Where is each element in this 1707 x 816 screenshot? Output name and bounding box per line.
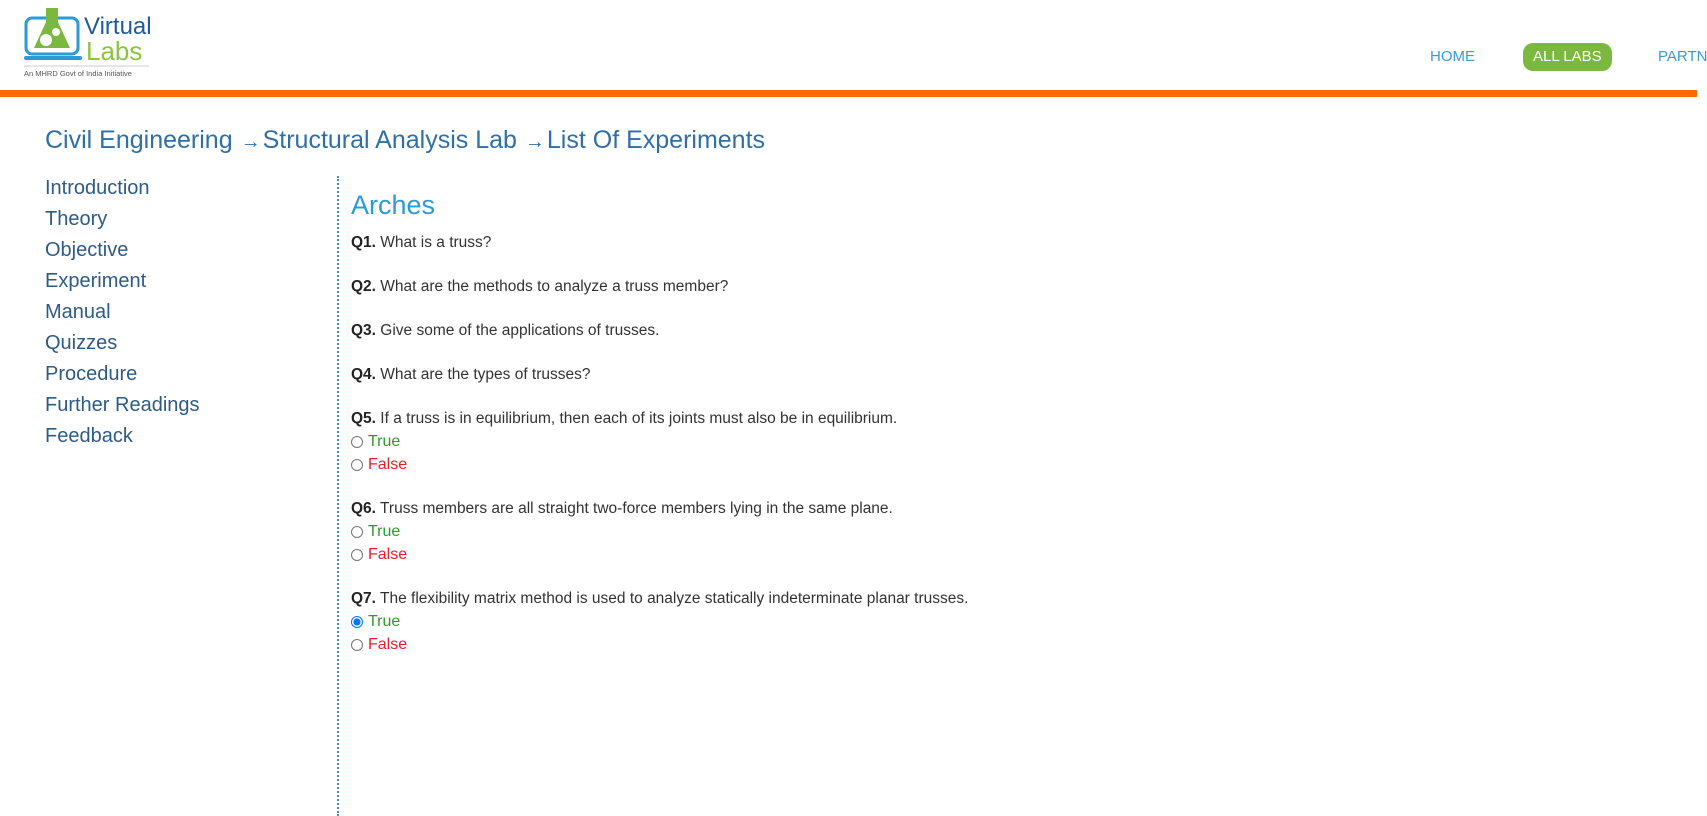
true-radio[interactable] (351, 436, 363, 448)
question-number: Q7. (351, 590, 376, 607)
nav-all-labs[interactable]: ALL LABS (1523, 43, 1612, 71)
question-number: Q6. (351, 500, 376, 517)
option-label: False (368, 546, 408, 563)
false-radio[interactable] (351, 459, 363, 471)
option-true[interactable] (351, 610, 1651, 633)
svg-text:An MHRD Govt of India Initiati: An MHRD Govt of India Initiative (24, 69, 132, 78)
false-radio[interactable] (351, 639, 363, 651)
question-text: The flexibility matrix method is used to analyze statically indeterminate planar trusses. (380, 590, 969, 607)
question-text: What are the types of trusses? (380, 366, 591, 383)
true-radio[interactable] (351, 616, 363, 628)
sidebar-item-procedure[interactable]: Procedure (45, 363, 138, 385)
question-number: Q5. (351, 410, 376, 427)
question-text: Give some of the applications of trusses. (380, 322, 660, 339)
nav-home[interactable]: HOME (1430, 48, 1475, 65)
question-number: Q1. (351, 234, 376, 251)
option-false[interactable] (351, 633, 1651, 656)
sidebar-item-introduction[interactable]: Introduction (45, 177, 150, 199)
quiz-content (351, 190, 1651, 677)
question-text: If a truss is in equilibrium, then each of its joints must also be in equilibrium. (380, 410, 898, 427)
option-label: False (368, 456, 408, 473)
question-2 (351, 275, 1651, 298)
svg-text:Labs: Labs (86, 36, 143, 66)
page-title: Arches (351, 190, 436, 220)
breadcrumb-civil-engineering[interactable]: Civil Engineering (45, 126, 233, 154)
breadcrumb-structural-analysis-lab[interactable]: Structural Analysis Lab (262, 126, 517, 154)
sidebar-item-quizzes[interactable]: Quizzes (45, 332, 118, 354)
breadcrumb (45, 126, 765, 155)
option-false[interactable] (351, 453, 1651, 476)
question-7 (351, 587, 1651, 656)
option-label: False (368, 636, 408, 653)
sidebar-item-theory[interactable]: Theory (45, 208, 108, 230)
question-6 (351, 497, 1651, 566)
question-1 (351, 231, 1651, 254)
question-3 (351, 319, 1651, 342)
nav-partners[interactable]: PARTN (1658, 48, 1707, 65)
sidebar-item-experiment[interactable]: Experiment (45, 270, 147, 292)
question-number: Q3. (351, 322, 376, 339)
sidebar-divider (337, 176, 339, 816)
option-true[interactable] (351, 520, 1651, 543)
header-divider (0, 90, 1697, 97)
virtual-labs-logo[interactable] (24, 6, 164, 84)
question-4 (351, 363, 1651, 386)
sidebar-item-feedback[interactable]: Feedback (45, 425, 133, 447)
true-radio[interactable] (351, 526, 363, 538)
question-5 (351, 407, 1651, 476)
question-text: What are the methods to analyze a truss member? (380, 278, 729, 295)
breadcrumb-separator: → (524, 131, 545, 153)
site-header (0, 0, 1707, 90)
breadcrumb-list-of-experiments[interactable]: List Of Experiments (546, 126, 766, 154)
option-label: True (368, 613, 401, 630)
option-label: True (368, 523, 401, 540)
svg-text:Virtual: Virtual (84, 13, 152, 40)
question-text: Truss members are all straight two-force members lying in the same plane. (380, 500, 893, 517)
breadcrumb-separator: → (240, 131, 261, 153)
option-label: True (368, 433, 401, 450)
sidebar (45, 173, 200, 452)
option-false[interactable] (351, 543, 1651, 566)
option-true[interactable] (351, 430, 1651, 453)
question-number: Q2. (351, 278, 376, 295)
false-radio[interactable] (351, 549, 363, 561)
sidebar-item-manual[interactable]: Manual (45, 301, 111, 323)
sidebar-item-objective[interactable]: Objective (45, 239, 129, 261)
sidebar-item-further-readings[interactable]: Further Readings (45, 394, 200, 416)
question-number: Q4. (351, 366, 376, 383)
question-text: What is a truss? (380, 234, 492, 251)
